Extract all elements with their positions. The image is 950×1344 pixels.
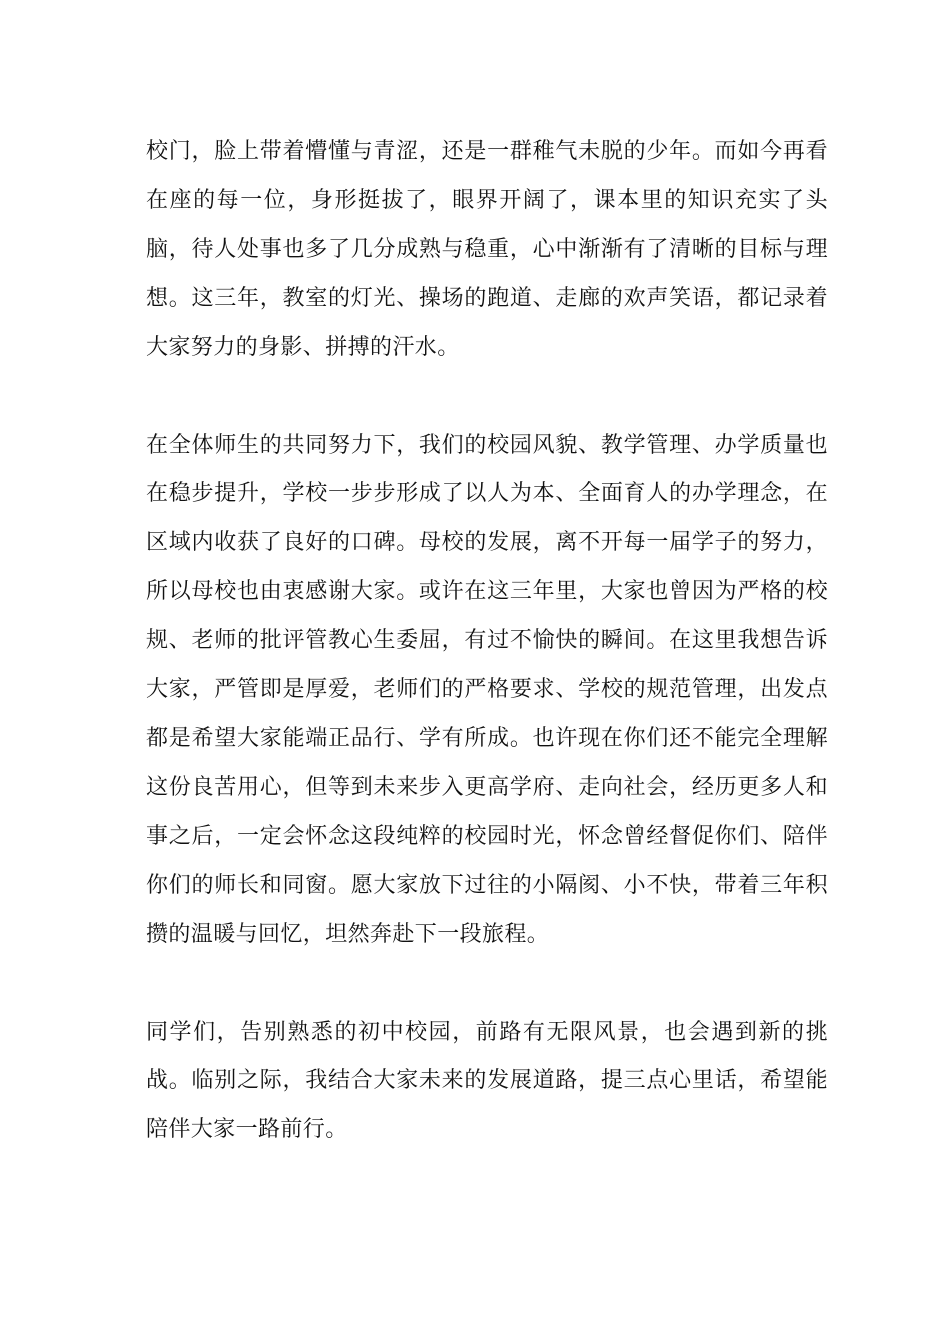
document-body: [146, 128, 828, 1155]
paragraph-3: 同学们，告别熟悉的初中校园，前路有无限风景，也会遇到新的挑战。临别之际，我结合大家未来的发展道路，提三点心里话，希望能陪伴大家一路前行。: [146, 1019, 828, 1143]
paragraph-2: 在全体师生的共同努力下，我们的校园风貌、教学管理、办学质量也在稳步提升，学校一步步形成了以人为本、全面育人的办学理念，在区域内收获了良好的口碑。母校的发展，离不开每一届学子的努力，所以母校也由衷感谢大家。或许在这三年里，大家也曾因为严格的校规、老师的批评管教心生委屈，有过不愉快的瞬间。在这里我想告诉大家，严管即是厚爱，老师们的严格要求、学校的规范管理，出发点都是希望大家能端正品行、学有所成。也许现在你们还不能完全理解这份良苦用心，但等到未来步入更高学府、走向社会，经历更多人和事之后，一定会怀念这段纯粹的校园时光，怀念曾经督促你们、陪伴你们的师长和同窗。愿大家放下过往的小隔阂、小不快，带着三年积攒的温暖与回忆，坦然奔赴下一段旅程。: [146, 432, 828, 947]
paragraph-1: 校门，脸上带着懵懂与青涩，还是一群稚气未脱的少年。而如今再看在座的每一位，身形挺拔了，眼界开阔了，课本里的知识充实了头脑，待人处事也多了几分成熟与稳重，心中渐渐有了清晰的目标与理想。这三年，教室的灯光、操场的跑道、走廊的欢声笑语，都记录着大家努力的身影、拼搏的汗水。: [146, 139, 828, 360]
